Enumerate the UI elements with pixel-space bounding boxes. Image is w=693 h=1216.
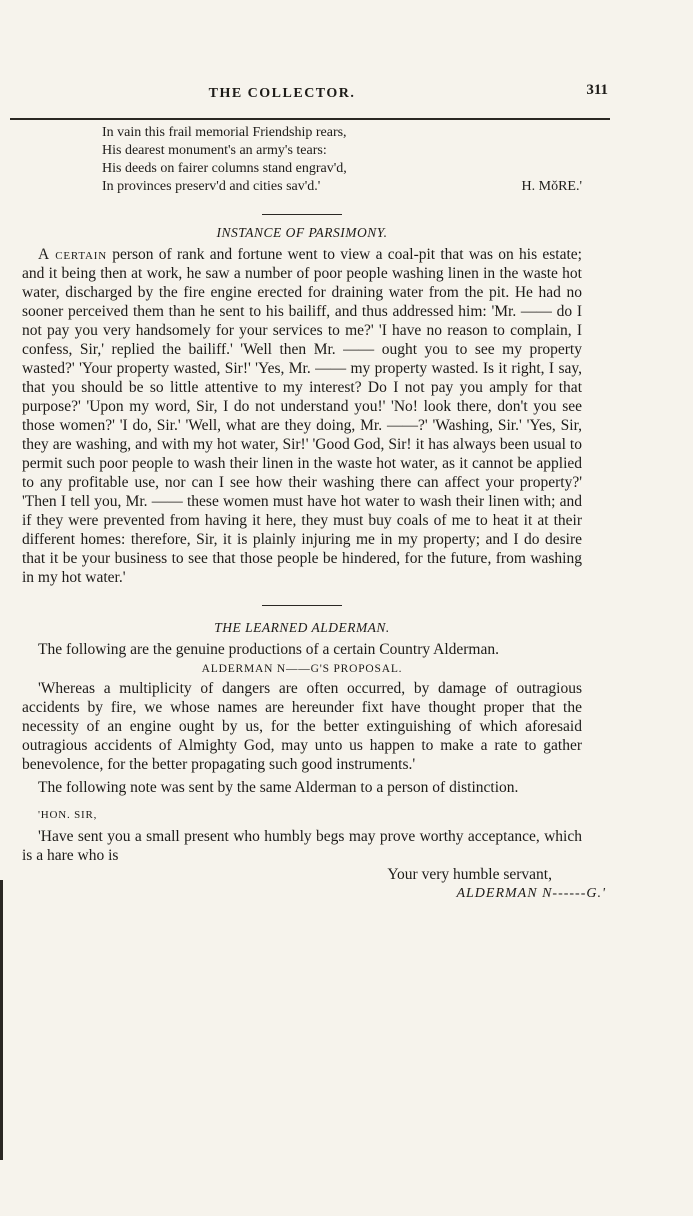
section-title-parsimony: INSTANCE OF PARSIMONY. [216,225,388,240]
page-number: 311 [586,82,608,98]
page-edge-shadow [0,880,3,1160]
poem-line: In provinces preserv'd and cities sav'd.' [102,179,321,194]
note-closing: Your very humble servant, [387,866,552,883]
poem-block [102,124,582,196]
poem-line: In vain this frail memorial Friendship rears, [102,125,347,140]
page-header [22,78,608,118]
alderman-intro: The following are the genuine productions of a certain Country Alderman. [38,641,499,658]
note-text: 'Have sent you a small present who humbly begs may prove worthy acceptance, which is a hare who is [22,828,582,864]
parsimony-text: person of rank and fortune went to view a coal-pit that was on his estate; and it being then at work, he saw a number of poor people washing linen in the waste hot water, discharged by the fire engine erected for draining water from the pit. He had no sooner perceived them than he sent to his bailiff, and thus addressed him: 'Mr. —— do I not pay you very handsomely for your services to me?' 'I have no reason to complain, I confess, Sir,' replied the bailiff.' 'Well then Mr. —— ought you to see my property wasted?' 'Your property wasted, Sir!' 'Yes, Mr. —— my property wasted. Is it right, I say, that you should be so little attentive to my interest? Do I not pay you amply for that purpose?' 'Upon my word, Sir, I do not understand you!' 'No! look there, don't you see those women?' 'I do, Sir.' 'Well, what are they doing, Mr. ——?' 'Washing, Sir.' 'Yes, Sir, they are washing, and with my hot water, Sir!' 'Good God, Sir! it has always been usual to permit such poor people to wash their linen in the waste hot water, as it cannot be applied to any profitable use, nor can I see how their washing there can affect your property?' 'Then I tell you, Mr. —— these women must have hot water to wash their linen with; and if they were prevented from having it here, they must buy coals of me to heat it at their different homes: therefore, Sir, it is plainly injuring me in my property; and I do desire that it be your business to see that those people be hindered, for the future, from washing in my hot water.' [22,246,582,586]
running-head: THE COLLECTOR. [208,86,356,101]
parsimony-paragraph [22,245,582,587]
poem-line: His deeds on fairer columns stand engrav'd, [102,161,347,176]
poem-attribution: H. MŏRE.' [521,179,582,194]
book-page [22,0,608,902]
proposal-text: 'Whereas a multiplicity of dangers are often occurred, by damage of outragious accidents by fire, we whose names are hereunder fixt have thought proper that the necessity of an engine ought by us, for the better extinguishing of which aforesaid outragious accidents of Almighty God, may unto us happen to make a rate to gather benevolence, for the better propagating such good instruments.' [22,680,582,773]
poem-line: His dearest monument's an army's tears: [102,143,327,158]
section-divider [262,605,342,606]
section-divider [262,214,342,215]
lead-word: A certain [38,246,107,263]
note-signature: ALDERMAN N------G.' [456,886,606,901]
proposal-title: ALDERMAN N——G'S PROPOSAL. [201,663,403,675]
section-title-alderman: THE LEARNED ALDERMAN. [214,620,390,635]
note-intro: The following note was sent by the same Alderman to a person of distinction. [38,779,519,796]
note-salutation: 'HON. SIR, [38,809,98,821]
header-rule [10,118,610,120]
